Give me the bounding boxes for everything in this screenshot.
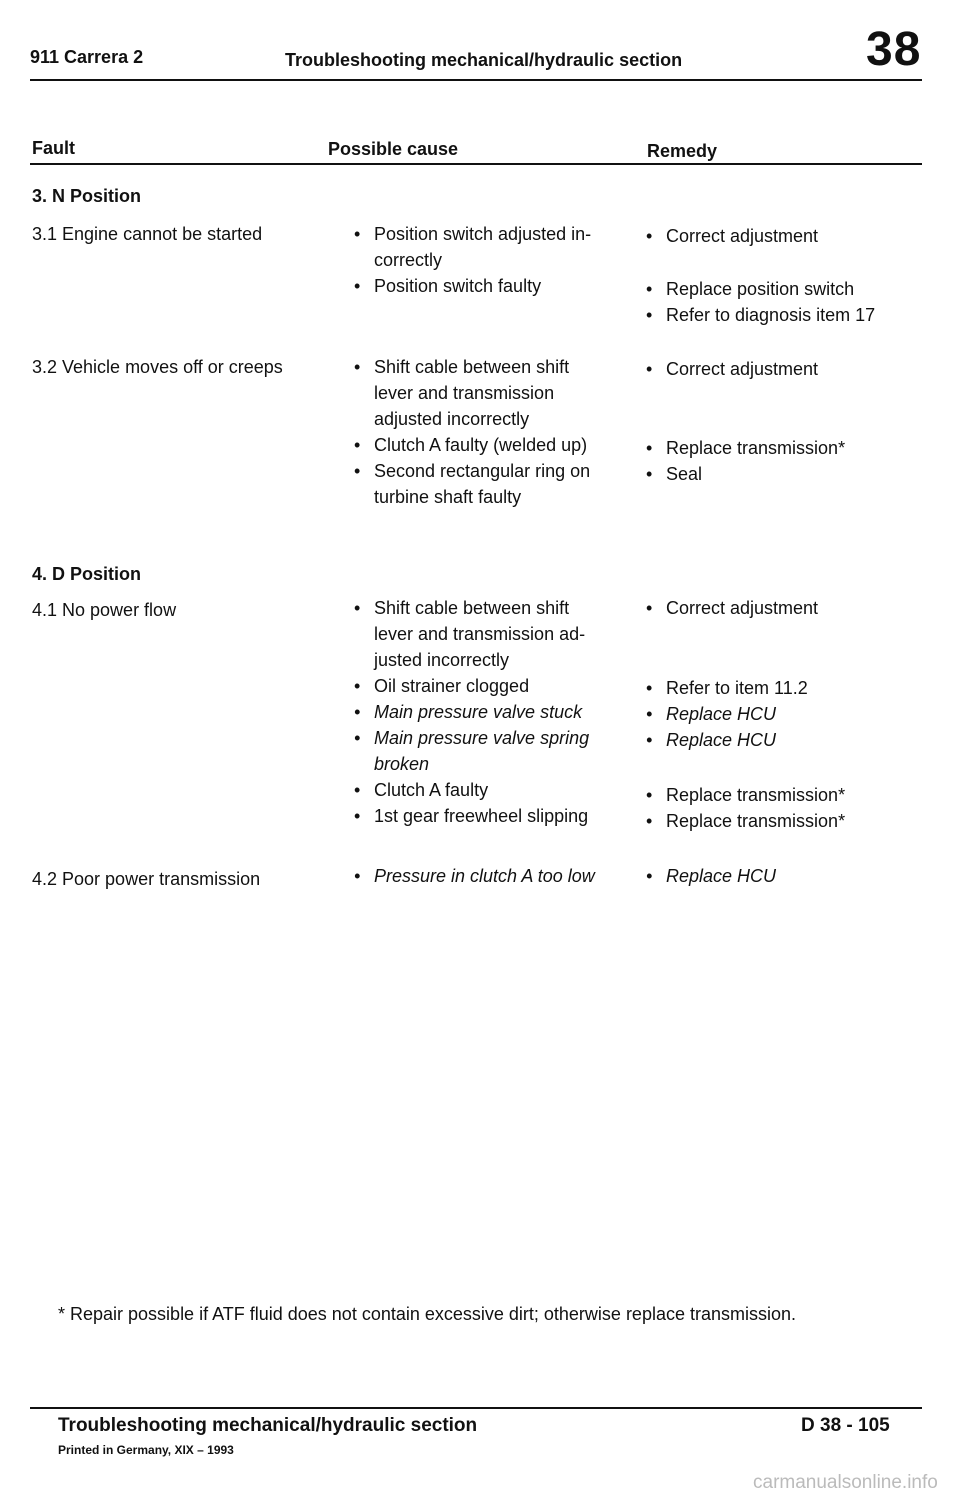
cause-list — [352, 221, 591, 299]
cause-item: • Main pressure valve stuck — [352, 699, 589, 725]
footnote: * Repair possible if ATF fluid does not contain excessive dirt; otherwise replace transmission. — [58, 1304, 797, 1324]
remedy-list — [644, 782, 845, 834]
group-number: 38 — [866, 23, 922, 76]
cause-item: • Oil strainer clogged — [352, 673, 589, 699]
cause-list — [352, 354, 590, 510]
header-title: Troubleshooting mechanical/hydraulic section — [285, 50, 683, 70]
remedy-item: • Correct adjustment — [644, 595, 818, 621]
cause-item: lever and transmission ad- — [374, 624, 586, 644]
cause-item: • Shift cable between shift — [352, 354, 590, 380]
remedy-item: • Refer to item 11.2 — [644, 675, 808, 701]
cause-item: • Position switch faulty — [352, 273, 591, 299]
col-fault: Fault — [32, 138, 75, 158]
header-model: 911 Carrera 2 — [30, 47, 144, 67]
watermark: carmanualsonline.info — [753, 1472, 938, 1493]
remedy-list — [644, 276, 875, 328]
cause-item: justed incorrectly — [374, 650, 510, 670]
cause-item: correctly — [374, 250, 443, 270]
remedy-list — [644, 863, 776, 889]
remedy-list — [644, 595, 818, 621]
fault-label: 4.2 Poor power transmission — [32, 869, 261, 889]
cause-item: • Position switch adjusted in- — [352, 221, 591, 247]
footer-rule — [30, 1407, 922, 1409]
remedy-item: • Replace transmission* — [644, 782, 845, 808]
remedy-item: • Seal — [644, 461, 845, 487]
remedy-item: • Replace position switch — [644, 276, 875, 302]
remedy-list — [644, 356, 818, 382]
cause-item: turbine shaft faulty — [374, 487, 522, 507]
printed-note: Printed in Germany, XIX – 1993 — [58, 1443, 234, 1457]
col-remedy: Remedy — [647, 141, 718, 161]
fault-label: 3.2 Vehicle moves off or creeps — [32, 357, 283, 377]
remedy-item: • Replace HCU — [644, 863, 776, 889]
cause-item: • Second rectangular ring on — [352, 458, 590, 484]
remedy-list — [644, 223, 818, 249]
footer-title: Troubleshooting mechanical/hydraulic section — [58, 1415, 478, 1436]
cause-item: • Shift cable between shift — [352, 595, 589, 621]
cause-item: • Main pressure valve spring — [352, 725, 589, 751]
remedy-item: • Replace HCU — [644, 727, 808, 753]
page-number: D 38 - 105 — [801, 1415, 890, 1436]
cause-item: broken — [374, 754, 430, 774]
section-title: 3. N Position — [32, 186, 142, 206]
cause-item: • Pressure in clutch A too low — [352, 863, 595, 889]
cause-item: • Clutch A faulty (welded up) — [352, 432, 590, 458]
section-title: 4. D Position — [32, 564, 142, 584]
cause-item: • Clutch A faulty — [352, 777, 589, 803]
cause-item: • 1st gear freewheel slipping — [352, 803, 589, 829]
col-cause: Possible cause — [328, 139, 459, 159]
column-rule — [30, 163, 922, 165]
remedy-item: • Replace HCU — [644, 701, 808, 727]
cause-item: adjusted incorrectly — [374, 409, 530, 429]
fault-label: 4.1 No power flow — [32, 600, 177, 620]
cause-list — [352, 595, 589, 829]
fault-label: 3.1 Engine cannot be started — [32, 224, 263, 244]
remedy-list — [644, 435, 845, 487]
cause-item: lever and transmission — [374, 383, 555, 403]
remedy-item: • Correct adjustment — [644, 223, 818, 249]
header-rule — [30, 79, 922, 81]
remedy-item: • Replace transmission* — [644, 435, 845, 461]
remedy-item: • Correct adjustment — [644, 356, 818, 382]
remedy-item: • Replace transmission* — [644, 808, 845, 834]
remedy-list — [644, 675, 808, 753]
cause-list — [352, 863, 595, 889]
remedy-item: • Refer to diagnosis item 17 — [644, 302, 875, 328]
